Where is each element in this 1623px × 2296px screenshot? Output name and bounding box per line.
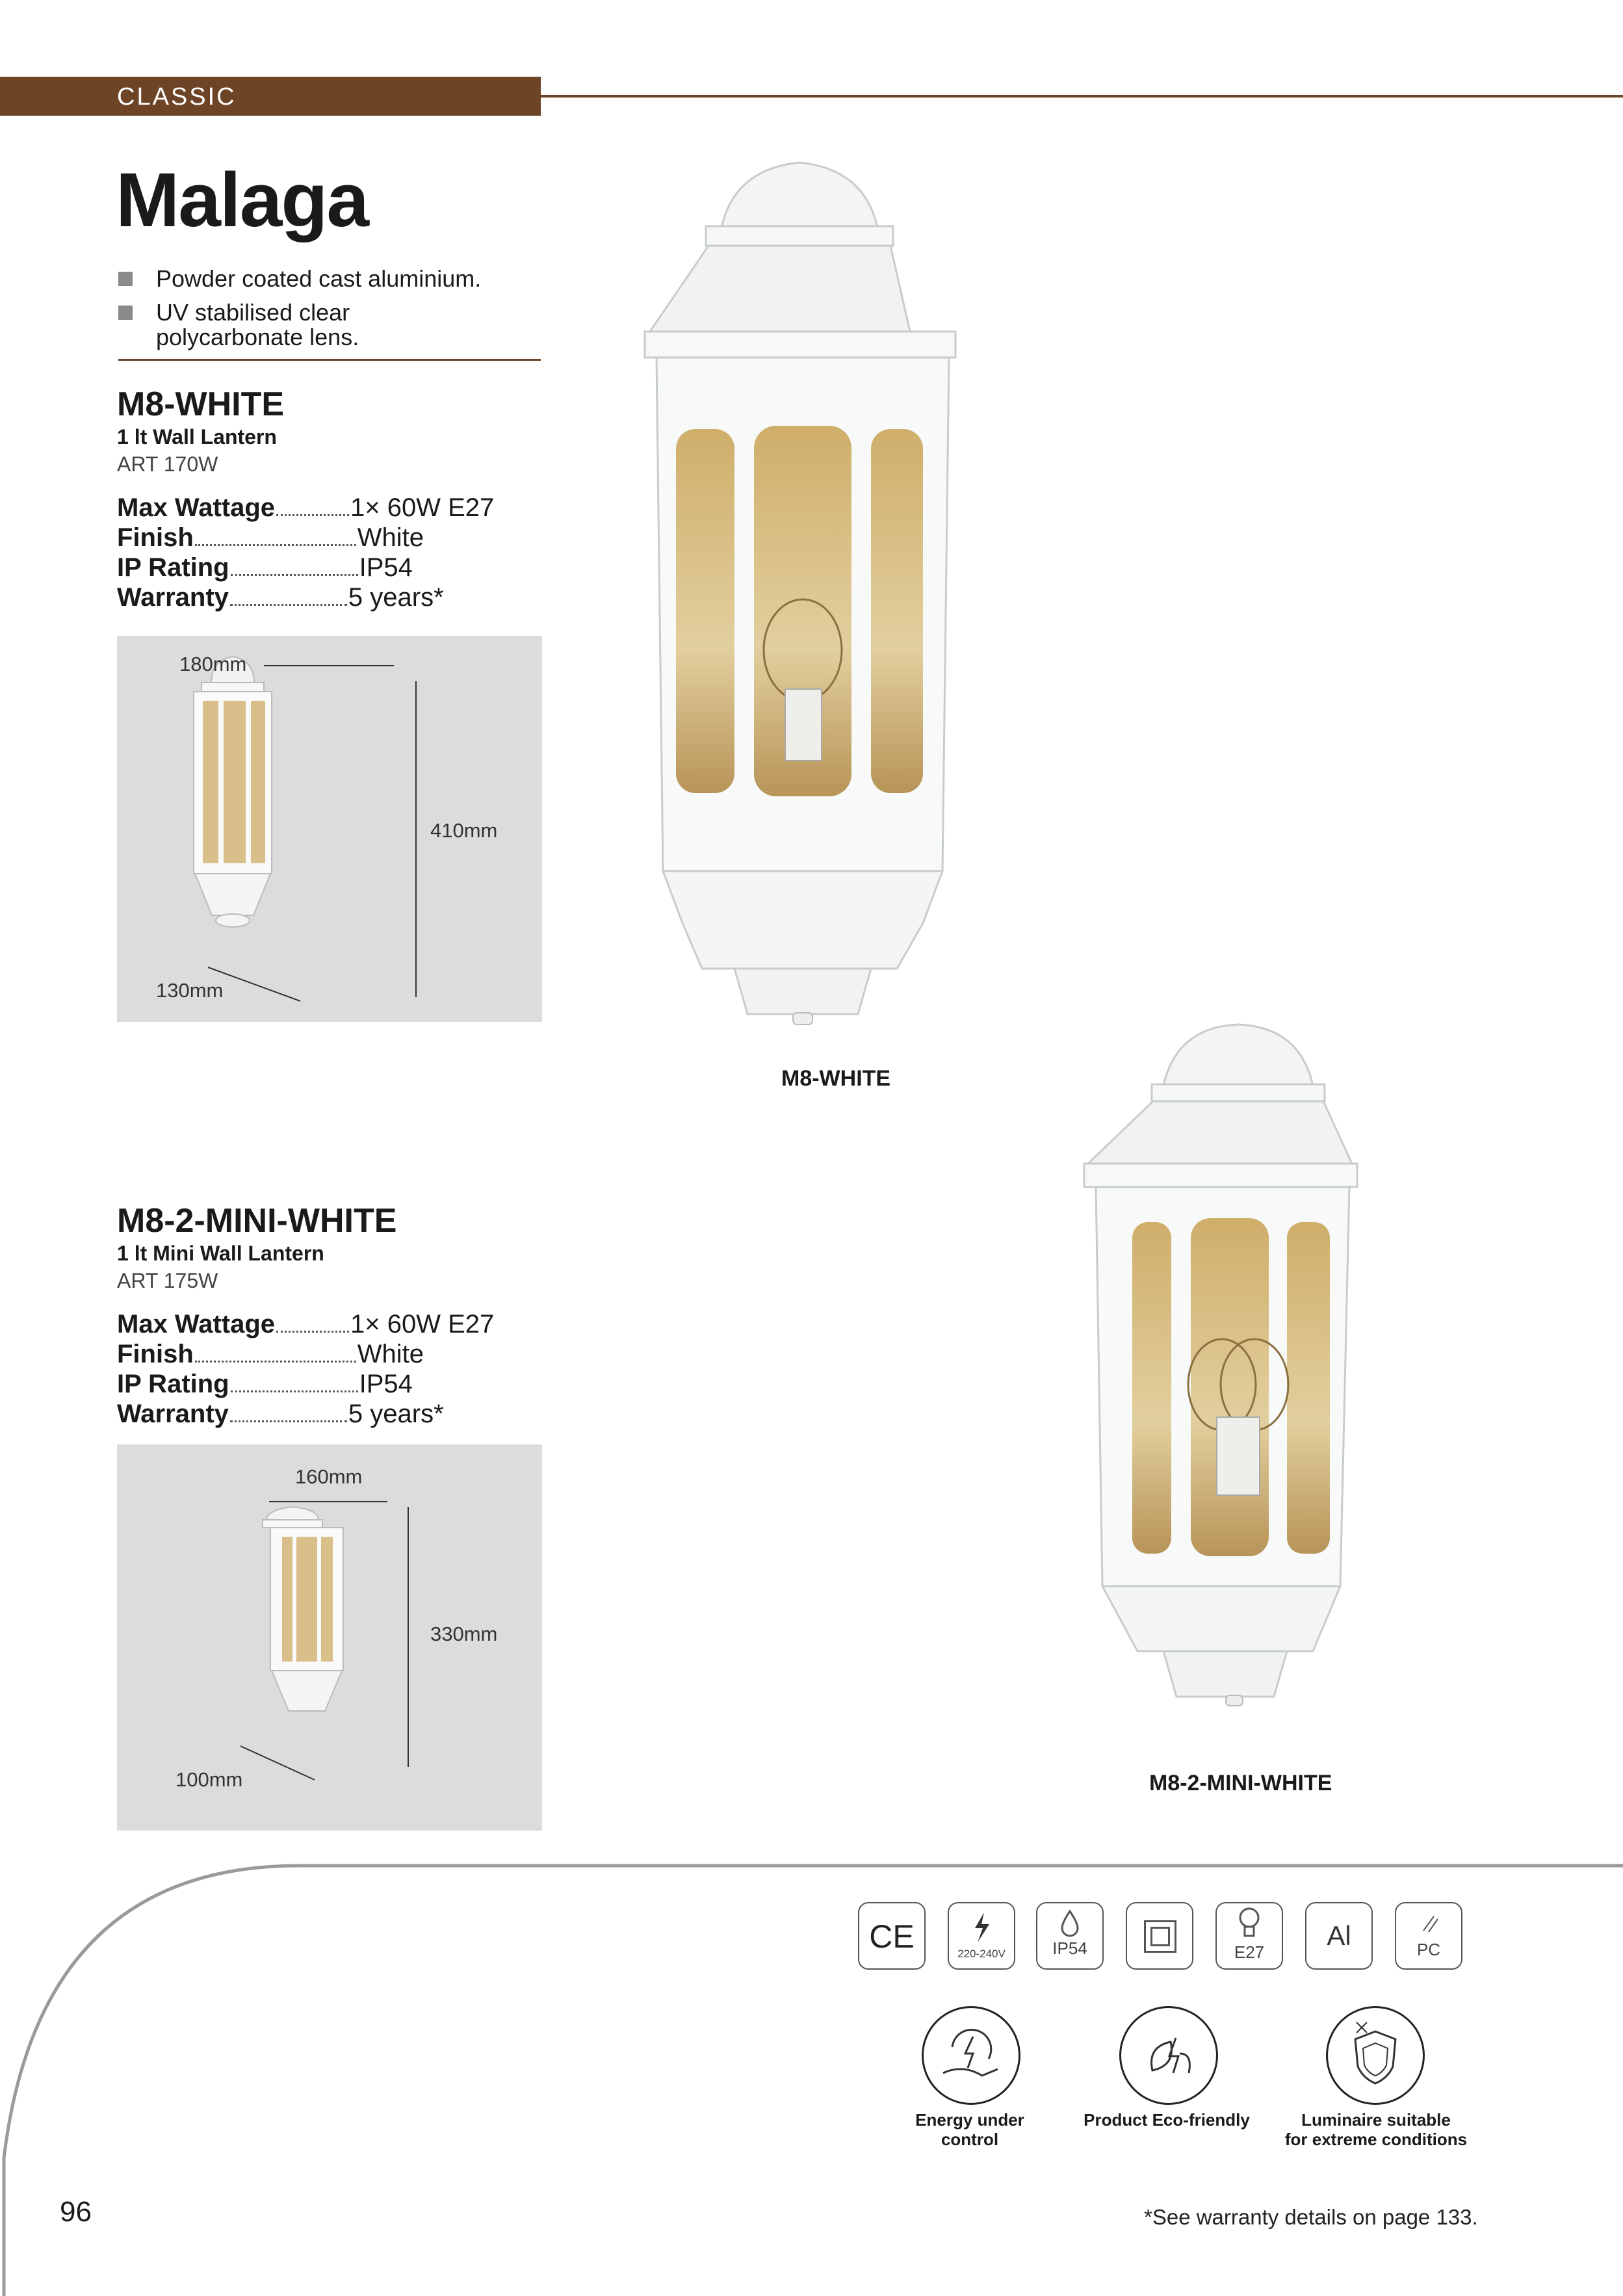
spec-table: [117, 1309, 495, 1429]
category-label: CLASSIC: [117, 83, 237, 111]
spec-row: IP Rating IP54: [117, 553, 413, 582]
aluminium-icon: Al: [1305, 1902, 1373, 1970]
ce-mark-icon: CE: [858, 1902, 926, 1970]
polycarbonate-icon: PC: [1395, 1902, 1462, 1970]
product-article: ART 175W: [117, 1269, 218, 1292]
page-number: 96: [60, 2196, 92, 2228]
badge-label: Product Eco-friendly: [1084, 2110, 1250, 2130]
category-tab: [0, 77, 541, 116]
bullet-square-icon: [118, 306, 133, 320]
dim-depth: 100mm: [175, 1768, 243, 1791]
product-name: M8-2-MINI-WHITE: [117, 1202, 397, 1240]
class-ii-icon: [1126, 1902, 1193, 1970]
badge-label: Energy under control: [915, 2110, 1024, 2149]
header-rule: [541, 95, 1623, 98]
spec-row: Warranty 5 years*: [117, 583, 444, 612]
dim-width: 160mm: [295, 1465, 363, 1488]
dim-width: 180mm: [179, 653, 247, 675]
eco-friendly-icon: [1119, 2006, 1218, 2105]
product-photo-m8-2-mini-white: [1079, 1021, 1430, 1736]
spec-row: Max Wattage 1× 60W E27: [117, 493, 495, 522]
bulb-base-icon: E27: [1215, 1902, 1283, 1970]
spec-row: Finish White: [117, 1340, 424, 1368]
photo-caption: M8-2-MINI-WHITE: [1149, 1771, 1332, 1795]
product-article: ART 170W: [117, 452, 218, 476]
spec-table: [117, 493, 495, 612]
voltage-icon: 220-240V: [948, 1902, 1015, 1970]
product-name: M8-WHITE: [117, 385, 285, 423]
spec-row: Max Wattage 1× 60W E27: [117, 1310, 495, 1338]
product-family-title: Malaga: [116, 157, 369, 243]
feature-item: UV stabilised clear polycarbonate lens.: [118, 300, 359, 350]
feature-item: Powder coated cast aluminium.: [118, 267, 481, 291]
spec-row: IP Rating IP54: [117, 1370, 413, 1398]
bullet-square-icon: [118, 272, 133, 286]
product-description: 1 lt Wall Lantern: [117, 425, 277, 449]
extreme-conditions-icon: [1326, 2006, 1425, 2105]
dim-height: 330mm: [430, 1623, 498, 1645]
spec-row: Finish White: [117, 523, 424, 552]
badge-label: Luminaire suitable for extreme conditions: [1284, 2110, 1468, 2149]
feature-divider: [118, 359, 541, 361]
warranty-footnote: *See warranty details on page 133.: [1144, 2205, 1478, 2229]
energy-control-icon: [922, 2006, 1020, 2105]
dim-height: 410mm: [430, 819, 498, 842]
dimension-diagram: [117, 1444, 542, 1831]
product-description: 1 lt Mini Wall Lantern: [117, 1242, 324, 1265]
spec-row: Warranty 5 years*: [117, 1400, 444, 1428]
product-photo-m8-white: [637, 156, 1040, 1027]
photo-caption: M8-WHITE: [781, 1066, 891, 1091]
dimension-diagram: [117, 636, 542, 1022]
ip-rating-icon: IP54: [1036, 1902, 1104, 1970]
dim-depth: 130mm: [156, 979, 224, 1002]
